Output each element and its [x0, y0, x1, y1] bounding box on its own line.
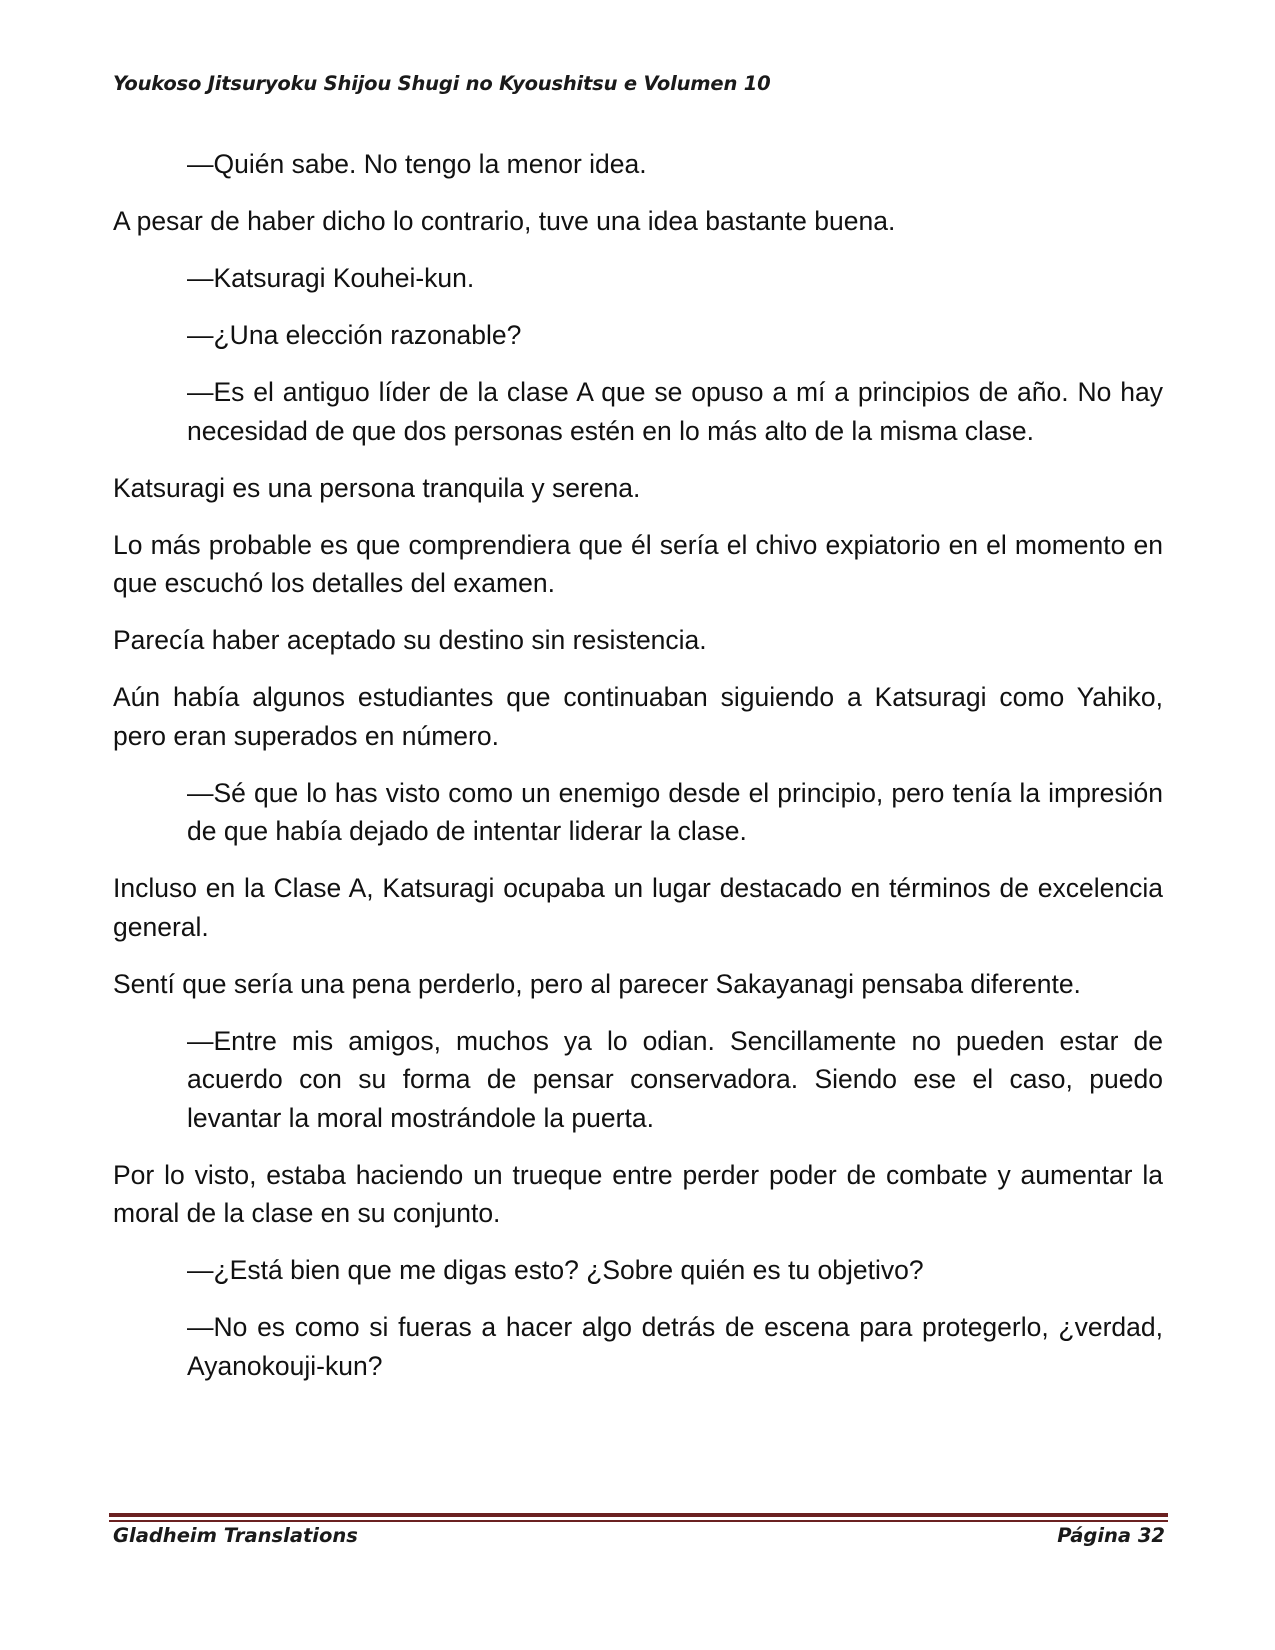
narration-paragraph: A pesar de haber dicho lo contrario, tuve una idea bastante buena. — [113, 206, 896, 236]
dialog-paragraph: —No es como si fueras a hacer algo detrás de escena para protegerlo, ¿verdad, Ayanokouji-kun? — [187, 1312, 1163, 1381]
page-body — [113, 145, 1163, 1404]
footer-translator-credit: Gladheim Translations — [113, 1524, 358, 1547]
dialog-paragraph: —¿Está bien que me digas esto? ¿Sobre quién es tu objetivo? — [187, 1255, 924, 1285]
page-header-title: Youkoso Jitsuryoku Shijou Shugi no Kyoushitsu e Volumen 10 — [113, 72, 771, 95]
dialog-paragraph: —Katsuragi Kouhei-kun. — [187, 263, 475, 293]
dialog-paragraph: —Sé que lo has visto como un enemigo desde el principio, pero tenía la impresión de que había dejado de intentar liderar la clase. — [187, 777, 1163, 846]
narration-paragraph: Incluso en la Clase A, Katsuragi ocupaba un lugar destacado en términos de excelencia general. — [113, 873, 1163, 942]
dialog-paragraph: —¿Una elección razonable? — [187, 320, 522, 350]
narration-paragraph: Aún había algunos estudiantes que continuaban siguiendo a Katsuragi como Yahiko, pero eran superados en número. — [113, 682, 1163, 751]
dialog-paragraph: —Es el antiguo líder de la clase A que se opuso a mí a principios de año. No hay necesidad de que dos personas estén en lo más alto de la misma clase. — [187, 377, 1163, 446]
narration-paragraph: Por lo visto, estaba haciendo un trueque entre perder poder de combate y aumentar la moral de la clase en su conjunto. — [113, 1159, 1163, 1228]
footer-divider-thick — [109, 1513, 1168, 1517]
narration-paragraph: Lo más probable es que comprendiera que él sería el chivo expiatorio en el momento en que escuchó los detalles del examen. — [113, 529, 1163, 598]
narration-paragraph: Katsuragi es una persona tranquila y serena. — [113, 472, 641, 503]
footer-page-number: Página 32 — [1057, 1524, 1165, 1547]
dialog-paragraph: —Quién sabe. No tengo la menor idea. — [187, 149, 647, 179]
narration-paragraph: Sentí que sería una pena perderlo, pero al parecer Sakayanagi pensaba diferente. — [113, 968, 1081, 999]
narration-paragraph: Parecía haber aceptado su destino sin resistencia. — [113, 625, 707, 655]
dialog-paragraph: —Entre mis amigos, muchos ya lo odian. Sencillamente no pueden estar de acuerdo con su forma de pensar conservadora. Siendo ese el caso, puedo levantar la moral mostrándole la puerta. — [187, 1025, 1163, 1133]
footer-divider-thin — [109, 1520, 1168, 1522]
